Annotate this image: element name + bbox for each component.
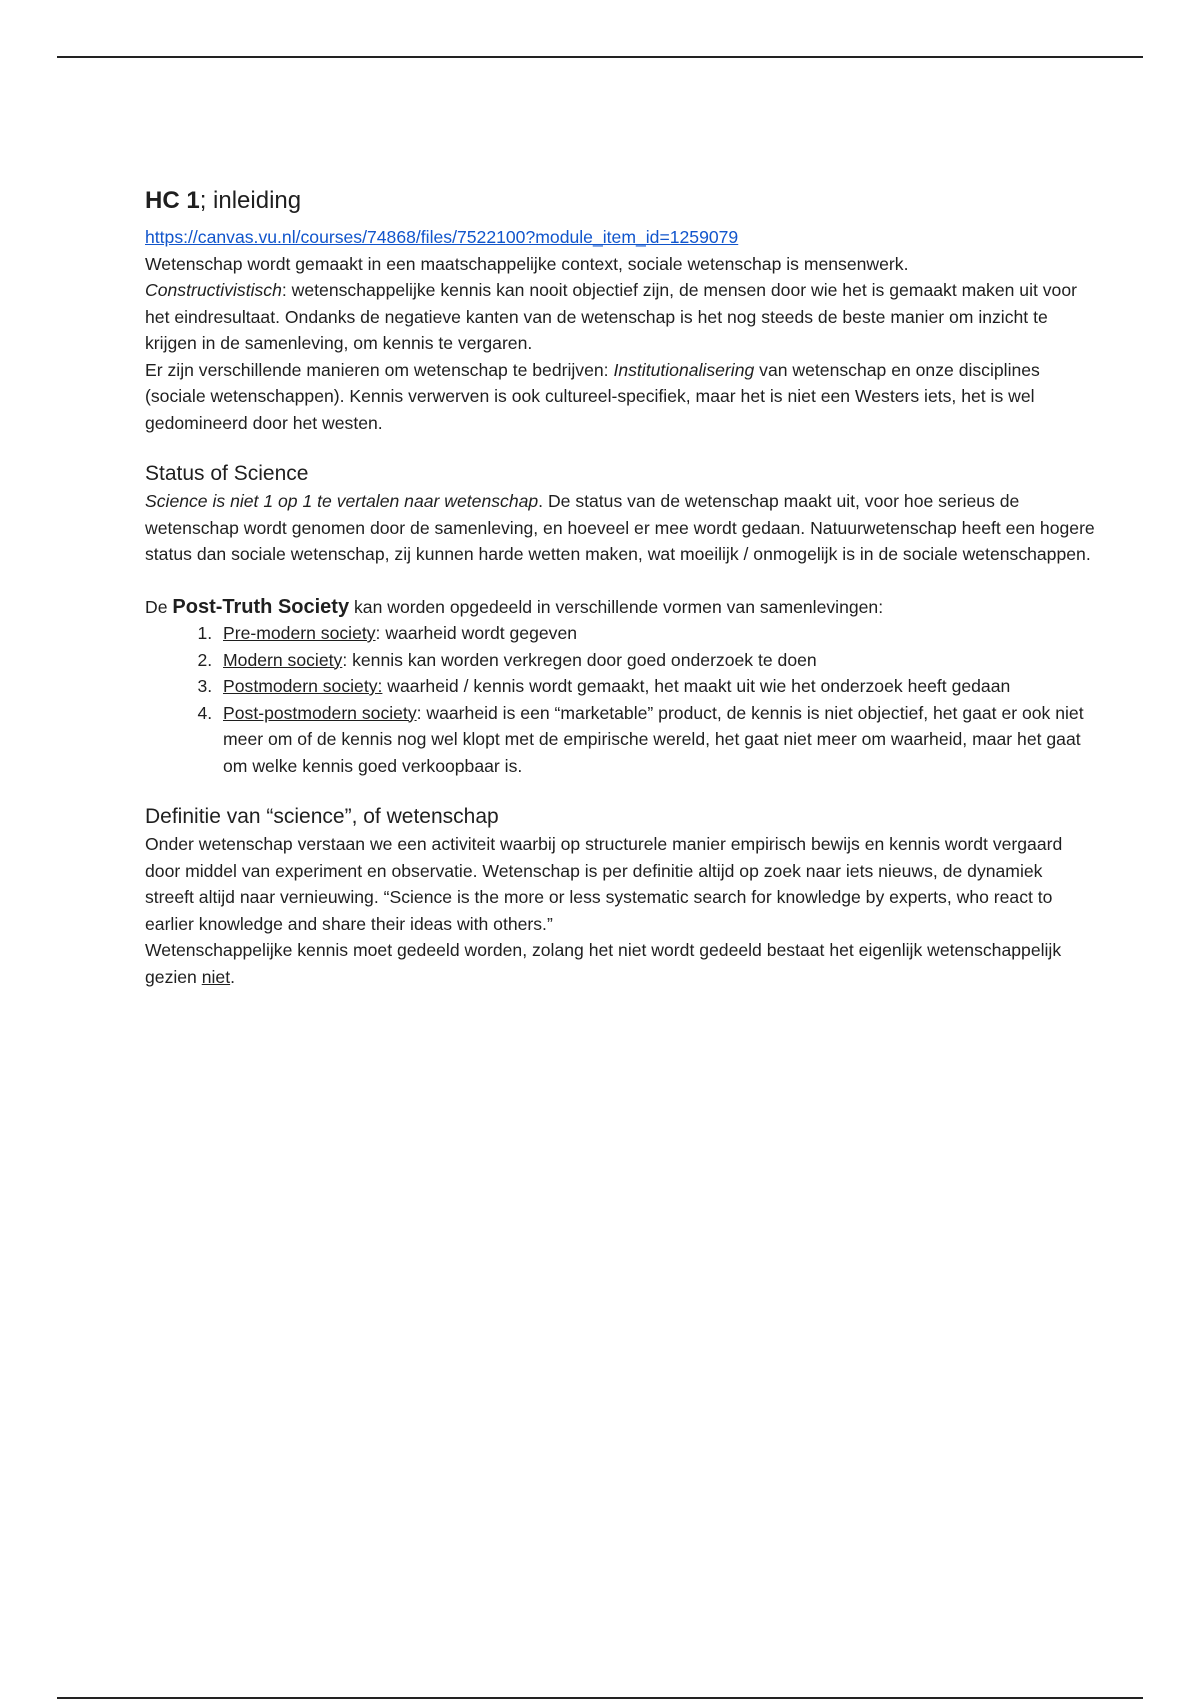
list-item bbox=[217, 700, 1095, 780]
title-bold: HC 1 bbox=[145, 187, 200, 214]
intro-paragraph-2 bbox=[145, 277, 1095, 357]
page-title bbox=[145, 186, 1095, 216]
bottom-rule bbox=[57, 1697, 1143, 1699]
intro-p3-italic: Institutionalisering bbox=[613, 359, 755, 380]
definitie-p2-end: . bbox=[230, 966, 235, 987]
posttruth-intro bbox=[145, 594, 1095, 621]
status-heading: Status of Science bbox=[145, 462, 309, 485]
intro-p2-italic: Constructivistisch bbox=[145, 280, 282, 300]
intro-paragraph-1: Wetenschap wordt gemaakt in een maatschappelijke context, sociale wetenschap is mensenwerk. bbox=[145, 253, 909, 274]
list-item bbox=[217, 647, 1095, 674]
definitie-section bbox=[145, 803, 1095, 990]
list-item-term: Post-postmodern society bbox=[223, 702, 417, 723]
canvas-link[interactable]: https://canvas.vu.nl/courses/74868/files/7522100?module_item_id=1259079 bbox=[145, 227, 739, 247]
status-paragraph bbox=[145, 488, 1095, 568]
posttruth-start: De bbox=[145, 596, 173, 617]
definitie-paragraph-1: Onder wetenschap verstaan we een activiteit waarbij op structurele manier empirisch bewijs en kennis wordt vergaard door middel van experiment en observatie. Wetenschap is per definitie altijd op zoek naar iets nieuws, de dynamiek streeft altijd naar vernieuwing. “Science is the more or less systematic search for knowledge by experts, who react to earlier knowledge and share their ideas with others.” bbox=[145, 834, 1063, 934]
intro-paragraph-3 bbox=[145, 357, 1095, 437]
list-item-term: Pre-modern society bbox=[223, 623, 376, 643]
intro-p3-start: Er zijn verschillende manieren om wetenschap te bedrijven: bbox=[145, 359, 614, 380]
intro-p2-rest: : wetenschappelijke kennis kan nooit objectief zijn, de mensen door wie het is gemaakt maken uit voor het eindresultaat. Ondanks de negatieve kanten van de wetenschap is het nog steeds de beste manier om inzicht te krijgen in de samenleving, om kennis te vergaren. bbox=[145, 280, 1077, 353]
list-item-text: : waarheid is een “marketable” product, de kennis is niet objectief, het gaat er ook niet meer om of de kennis nog wel klopt met de empirische wereld, het gaat niet meer om waarheid, maar het gaat om welke kennis goed verkoopbaar is. bbox=[223, 702, 1084, 776]
list-item-text: : waarheid wordt gegeven bbox=[375, 623, 578, 643]
list-item bbox=[217, 620, 1095, 647]
definitie-paragraph-2 bbox=[145, 937, 1095, 990]
definitie-p2-underline: niet bbox=[201, 966, 231, 987]
list-item bbox=[217, 673, 1095, 700]
list-item-text: : kennis kan worden verkregen door goed onderzoek te doen bbox=[342, 649, 817, 670]
list-item-text: waarheid / kennis wordt gemaakt, het maakt uit wie het onderzoek heeft gedaan bbox=[382, 676, 1011, 696]
status-italic: Science is niet 1 op 1 te vertalen naar wetenschap bbox=[145, 491, 539, 511]
list-item-term: Postmodern society: bbox=[223, 676, 383, 696]
definitie-p2-start: Wetenschappelijke kennis moet gedeeld worden, zolang het niet wordt gedeeld bestaat het eigenlijk wetenschappelijk gezien bbox=[145, 940, 1062, 987]
title-rest: ; inleiding bbox=[199, 187, 302, 214]
status-section bbox=[145, 460, 1095, 568]
posttruth-section bbox=[145, 594, 1095, 780]
list-item-term: Modern society bbox=[223, 649, 343, 670]
top-rule bbox=[57, 56, 1143, 58]
intro-p3-rest: van wetenschap en onze disciplines (sociale wetenschappen). Kennis verwerven is ook cultureel-specifiek, maar het is niet een Westers iets, het is wel gedomineerd door het westen. bbox=[145, 359, 1040, 433]
status-rest: . De status van de wetenschap maakt uit, voor hoe serieus de wetenschap wordt genomen door de samenleving, en hoeveel er mee wordt gedaan. Natuurwetenschap heeft een hogere status dan sociale wetenschap, zij kunnen harde wetten maken, wat moeilijk / onmogelijk is in de sociale wetenschappen. bbox=[145, 491, 1095, 564]
society-list bbox=[145, 620, 1095, 779]
document-body bbox=[145, 186, 1095, 990]
posttruth-bold: Post-Truth Society bbox=[172, 595, 350, 618]
definitie-heading: Definitie van “science”, of wetenschap bbox=[145, 805, 499, 828]
posttruth-rest: kan worden opgedeeld in verschillende vormen van samenlevingen: bbox=[349, 596, 884, 617]
